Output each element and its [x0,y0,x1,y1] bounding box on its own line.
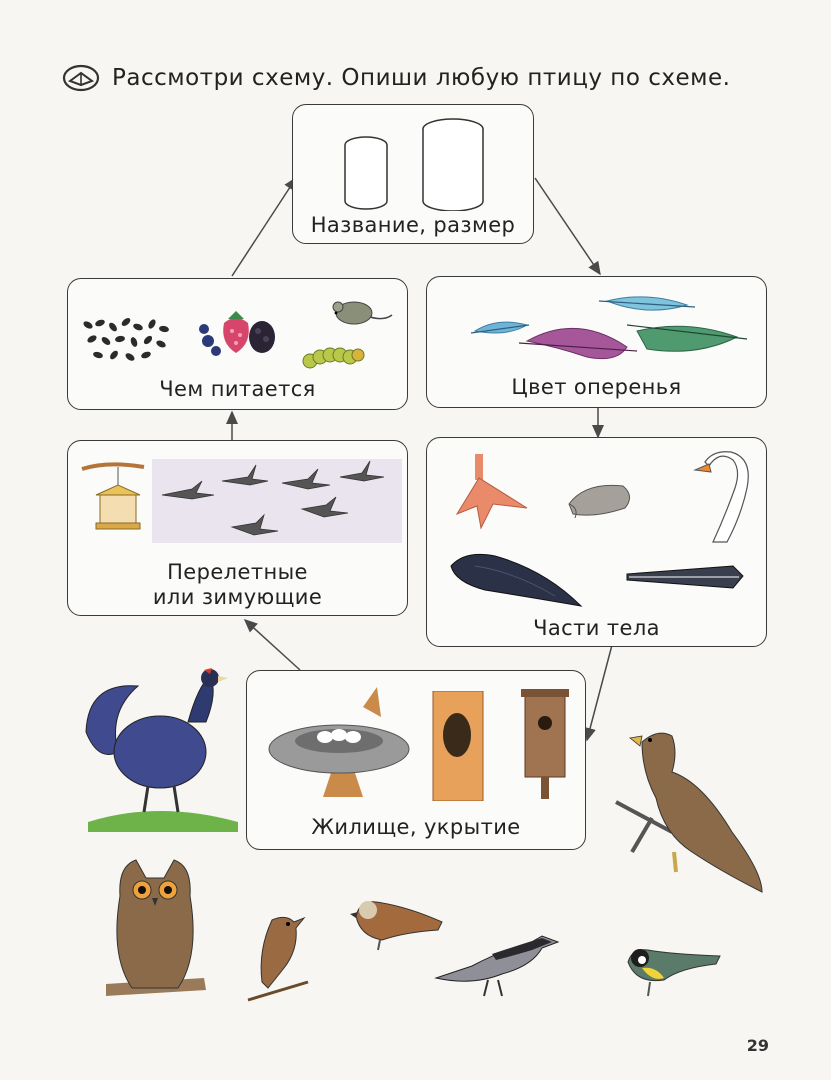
label-name-size: Название, размер [310,213,516,237]
arrow-feeding-to-name [232,178,296,276]
instruction-text: Рассмотри схему. Опиши любую птицу по схеме. [112,65,731,91]
nest-icon [263,687,411,797]
eagle-illustration [612,722,772,896]
caterpillar-icon [300,337,368,377]
box-dwelling [246,670,586,850]
nightingale-illustration [238,910,314,1010]
tit-illustration [620,942,724,1002]
arrow-dwelling-to-migration [245,620,300,670]
label-plumage: Цвет оперенья [511,375,682,399]
feathers-icon [467,291,757,371]
wing-icon [445,546,585,608]
flying-birds-icon [152,451,402,551]
beak-icon [565,478,637,522]
seeds-icon [78,315,173,365]
box-feeding [67,278,408,410]
label-migration-line2: или зимующие [152,585,323,609]
label-feeding: Чем питается [159,377,316,401]
arrow-name-to-plumage [535,178,600,274]
box-body-parts [426,437,767,647]
tail-icon [623,562,745,592]
capercaillie-illustration [78,662,248,832]
sparrow-illustration [346,896,446,952]
label-body-parts: Части тела [533,616,660,640]
tree-hollow-icon [425,691,495,801]
feeder-icon [78,457,148,539]
crow-illustration [432,926,562,1000]
webbed-foot-icon [451,454,531,530]
box-name-size [292,104,534,244]
box-plumage [426,276,767,408]
owl-illustration [100,856,210,1016]
birdhouse-icon [519,689,571,799]
mouse-icon [330,291,394,331]
page-number: 29 [746,1036,769,1055]
swan-neck-icon [689,446,755,546]
size-cylinders-icon [341,115,491,211]
label-migration-line1: Перелетные [167,560,308,584]
label-dwelling: Жилище, укрытие [311,815,521,839]
arrow-body-to-dwelling [587,645,612,740]
berries-icon [196,307,281,359]
box-migration [67,440,408,616]
